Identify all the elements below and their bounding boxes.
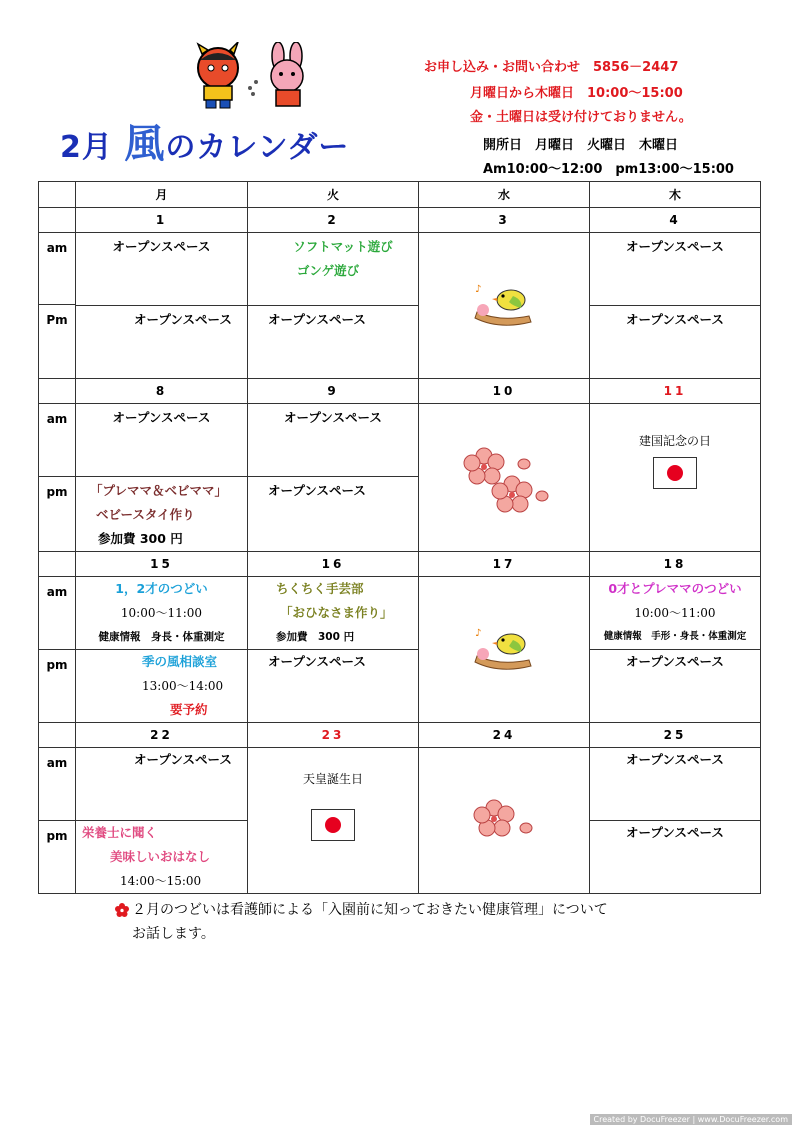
holiday-name: 天皇誕生日 <box>302 772 363 786</box>
watermark-footer: Created by DocuFreezer | www.DocuFreezer.com <box>590 1114 793 1125</box>
date-25: 25 <box>590 723 761 748</box>
cell-mon-pm <box>76 477 248 552</box>
header-thu: 木 <box>590 182 761 208</box>
date-1: 1 <box>76 208 248 233</box>
cell-mon-pm <box>76 821 248 894</box>
date-9: 9 <box>248 379 419 404</box>
header-mon: 月 <box>76 182 248 208</box>
event-time: 14:00～15:00 <box>120 874 202 888</box>
holiday-name: 建国記念の日 <box>638 434 711 448</box>
week-label-cell <box>39 552 76 723</box>
am-label: am <box>39 577 75 650</box>
cell-tue-pm <box>248 477 419 552</box>
am-label: am <box>39 233 75 305</box>
date-11: 11 <box>590 379 761 404</box>
oni-rabbit-illustration <box>190 42 320 116</box>
event-time: 10:00～11:00 <box>634 606 716 620</box>
plum-blossom-icon <box>464 794 544 844</box>
cell-thu-am <box>590 233 761 306</box>
title-month: 2月 <box>60 130 113 165</box>
event-text: 栄養士に聞く <box>82 825 158 840</box>
title-suffix: のカレンダー <box>165 130 350 165</box>
cell-mon-am <box>76 577 248 650</box>
event-time: 13:00～14:00 <box>142 679 224 693</box>
japan-flag-icon <box>311 809 355 841</box>
event-text: 季の風相談室 <box>142 654 218 669</box>
event-text: 「プレママ＆ベビママ」 <box>90 483 228 498</box>
event-text: 参加費 300 円 <box>276 631 355 643</box>
event-text: オープンスペース <box>112 410 211 425</box>
event-text: オープンスペース <box>268 483 366 498</box>
event-text: 健康情報 身長・体重測定 <box>98 631 225 643</box>
cell-wed-closed <box>419 577 590 723</box>
date-22: 22 <box>76 723 248 748</box>
event-text: ソフトマット遊び <box>293 239 393 254</box>
event-text: 健康情報 手形・身長・体重測定 <box>603 631 747 642</box>
event-text: 美味しいおはなし <box>110 849 211 864</box>
cell-wed-closed <box>419 233 590 379</box>
contact-closed: 金・土曜日は受け付けておりません。 <box>470 110 692 125</box>
calendar-table <box>38 181 761 894</box>
event-text: 「おひなさま作り」 <box>280 605 393 620</box>
date-8: 8 <box>76 379 248 404</box>
cell-mon-am <box>76 748 248 821</box>
date-18: 18 <box>590 552 761 577</box>
cell-mon-am <box>76 233 248 306</box>
cell-tue-holiday <box>248 748 419 894</box>
pm-label: pm <box>46 829 68 843</box>
cell-tue-am <box>248 577 419 650</box>
event-text: オープンスペース <box>626 825 724 840</box>
week-label-cell <box>39 208 76 379</box>
cell-wed-closed <box>419 748 590 894</box>
title-kaze: 風 <box>124 121 166 167</box>
cell-mon-pm <box>76 650 248 723</box>
svg-text:♪: ♪ <box>475 284 482 295</box>
event-text: ゴンゲ遊び <box>296 263 360 278</box>
note-line: ２月のつどいは看護師による「入園前に知っておきたい健康管理」について <box>132 902 608 918</box>
date-23: 23 <box>248 723 419 748</box>
page-title <box>60 112 349 169</box>
header-tue: 火 <box>248 182 419 208</box>
event-text: 参加費 300 円 <box>98 531 183 546</box>
date-2: 2 <box>248 208 419 233</box>
event-text: オープンスペース <box>268 312 366 327</box>
am-label: am <box>39 404 75 477</box>
cell-tue-pm <box>248 650 419 723</box>
svg-text:♪: ♪ <box>475 628 482 639</box>
date-10: 10 <box>419 379 590 404</box>
date-15: 15 <box>76 552 248 577</box>
date-3: 3 <box>419 208 590 233</box>
cell-mon-am <box>76 404 248 477</box>
cell-wed-closed <box>419 404 590 552</box>
contact-hours: 月曜日から木曜日 10:00～15:00 <box>470 86 683 101</box>
am-label: am <box>39 748 75 821</box>
date-16: 16 <box>248 552 419 577</box>
event-text: オープンスペース <box>626 312 724 327</box>
event-text: オープンスペース <box>284 410 382 425</box>
event-text: 0才とプレママのつどい <box>608 581 742 596</box>
cell-tue-pm <box>248 306 419 379</box>
pm-label: pm <box>46 658 68 672</box>
contact-phone: お申し込み・お問い合わせ 5856－2447 <box>424 60 679 75</box>
event-text: オープンスペース <box>134 752 232 767</box>
plum-blossom-icon <box>454 436 554 516</box>
event-text: オープンスペース <box>134 312 232 327</box>
note-text <box>132 898 608 946</box>
event-text: ちくちく手芸部 <box>276 581 364 596</box>
date-4: 4 <box>590 208 761 233</box>
cell-thu-pm <box>590 306 761 379</box>
event-text: ベビースタイ作り <box>96 507 195 522</box>
cell-tue-am <box>248 404 419 477</box>
event-text: オープンスペース <box>626 239 724 254</box>
cell-mon-pm <box>76 306 248 379</box>
cell-thu-am <box>590 577 761 650</box>
event-text: 要予約 <box>170 702 208 717</box>
cell-thu-am <box>590 748 761 821</box>
event-time: 10:00～11:00 <box>120 606 203 620</box>
cell-thu-pm <box>590 821 761 894</box>
event-text: オープンスペース <box>268 654 366 669</box>
date-24: 24 <box>419 723 590 748</box>
open-days: 開所日 月曜日 火曜日 木曜日 <box>483 138 679 153</box>
flower-bullet-icon <box>115 902 129 921</box>
week-label-cell <box>39 723 76 894</box>
cell-thu-pm <box>590 650 761 723</box>
bird-on-branch-icon <box>469 618 539 678</box>
event-text: オープンスペース <box>626 654 724 669</box>
open-hours: Am10:00～12:00 pm13:00～15:00 <box>483 162 734 177</box>
pm-label: pm <box>46 485 68 499</box>
date-17: 17 <box>419 552 590 577</box>
event-text: オープンスペース <box>112 239 211 254</box>
header-blank <box>39 182 76 208</box>
bird-on-branch-icon <box>469 274 539 334</box>
japan-flag-icon <box>653 457 697 489</box>
pm-label: Pm <box>46 313 68 327</box>
week-label-cell <box>39 379 76 552</box>
header-wed: 水 <box>419 182 590 208</box>
event-text: 1，2才のつどい <box>115 581 208 596</box>
event-text: オープンスペース <box>626 752 724 767</box>
note-line: お話します。 <box>132 926 215 942</box>
cell-tue-am <box>248 233 419 306</box>
cell-thu-holiday <box>590 404 761 552</box>
